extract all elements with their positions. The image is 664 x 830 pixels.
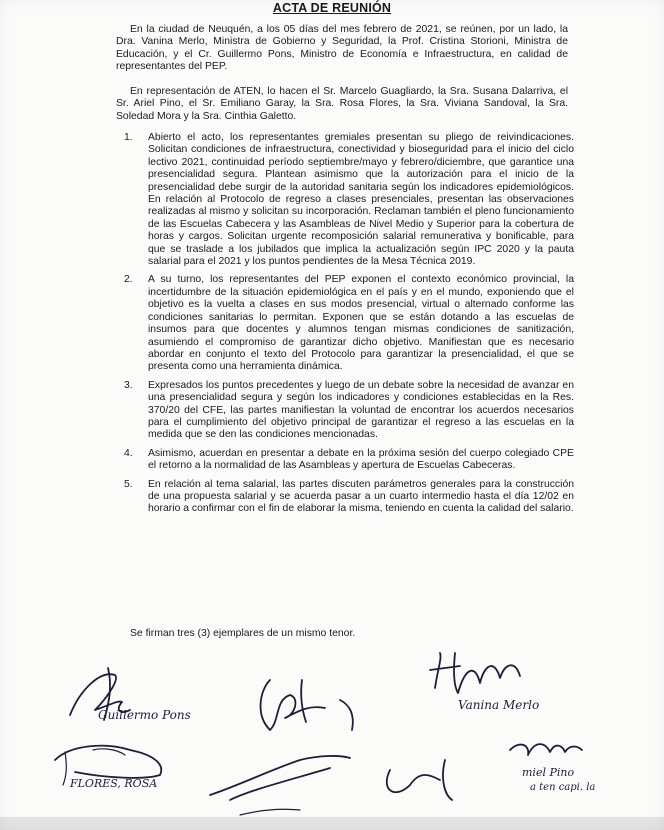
signature-center <box>240 660 370 740</box>
intro-paragraph: En la ciudad de Neuquén, a los 05 días del mes febrero de 2021, se reúnen, por un lado, la Dra. Vanina Merlo, Ministra de Gobierno y Seguridad, la Prof. Cristina Storioni, Ministra de Educación, y el Cr. Guillermo Pons, Ministro de Economía e Infraestructura, en calidad de representantes del PEP. <box>116 24 568 73</box>
item-text: Expresados los puntos precedentes y luego de un debate sobre la necesidad de avanzar en una presencialidad segura y según los indicadores y condiciones establecidas en la Res. 370/20 del CFE, las partes manifiestan la voluntad de encontrar los acuerdos necesarios para el cumplimiento del objetivo principal de garantizar el regreso a las escuelas en la medida que se den las condiciones mencionadas. <box>148 379 574 441</box>
signature-lower-middle <box>200 740 480 820</box>
list-item <box>124 448 574 473</box>
item-number: 2. <box>124 274 133 286</box>
list-item <box>124 274 574 373</box>
signature-merlo-name: Vanina Merlo <box>458 698 540 712</box>
scan-bottom-band <box>0 817 664 830</box>
signature-pons-name: Guillermo Pons <box>98 708 191 722</box>
item-text: Abierto el acto, los representantes gremiales presentan su pliego de reivindicaciones. Solicitan condiciones de infraestructura, conectividad y bioseguridad para el inicio del ciclo lectivo 2021, continuidad período septiembre/mayo y febrero/diciembre, que garantice una presencialidad segura. Plantean asimismo que la autorización para el inicio de la presencialidad debe surgir de la autoridad sanitaria según los indicadores epidemiológicos. En relación al Protocolo de regreso a clases presenciales, presentan las observaciones realizadas al mismo y solicitan su incorporación. Reclaman también el pleno funcionamiento de las Escuelas Cabecera y las Asambleas de Nivel Medio y Superior para la cobertura de horas y cargos. Solicitan urgente recomposición salarial remunerativa y bonificable, para que se traslade a los jubilados que implica la actualización según IPC 2020 y la pauta salarial para el 2021 y los puntos pendientes de la Mesa Técnica 2019. <box>148 132 574 268</box>
item-number: 3. <box>124 379 133 391</box>
list-item <box>124 479 574 516</box>
item-text: Asimismo, acuerdan en presentar a debate en la próxima sesión del cuerpo colegiado CPE el retorno a la normalidad de las Asambleas y apertura de Escuelas Cabeceras. <box>148 447 574 472</box>
signature-flores-name: FLORES, ROSA <box>70 777 158 790</box>
representatives-paragraph: En representación de ATEN, lo hacen el Sr. Marcelo Guagliardo, la Sra. Susana Dalarriva, el Sr. Ariel Pino, el Sr. Emiliano Garay, la Sra. Rosa Flores, la Sra. Viviana Sandoval, la Sra. Soledad Mora y la Sra. Cinthia Galetto. <box>116 86 568 122</box>
signature-pino <box>500 730 600 770</box>
list-item <box>124 380 574 442</box>
closing-statement: Se firman tres (3) ejemplares de un mismo tenor. <box>130 628 356 639</box>
item-text: En relación al tema salarial, las partes discuten parámetros generales para la construcción de una propuesta salarial y se acuerda pasar a un cuarto intermedio hasta el día 12/02 en horario a confirmar con el fin de elaborar la misma, teniendo en cuenta la calidad del salario. <box>148 478 574 515</box>
agreement-items-list <box>124 132 574 522</box>
list-item <box>124 132 574 268</box>
item-number: 5. <box>124 478 133 490</box>
signature-pino-line2: a ten capi. la <box>530 782 596 793</box>
item-number: 4. <box>124 447 133 459</box>
document-title: ACTA DE REUNIÓN <box>272 1 392 15</box>
item-text: A su turno, los representantes del PEP exponen el contexto económico provincial, la incertidumbre de la situación epidemiológica en el país y en el mundo, exponiendo que el objetivo es la vuelta a clases en sus modos presencial, virtual o alternado conforme las condiciones sanitarias lo permitan. Exponen que se están dotando a las escuelas de insumos para que docentes y alumnos tengan mismas condiciones de sanitización, asumiendo el compromiso de garantizar dicho objetivo. Manifiestan que es necesario abordar en conjunto el texto del Protocolo para garantizar la presencialidad, el que se presenta como una herramienta dinámica. <box>148 274 574 373</box>
item-number: 1. <box>124 132 133 143</box>
signature-pino-line1: miel Pino <box>522 766 575 779</box>
